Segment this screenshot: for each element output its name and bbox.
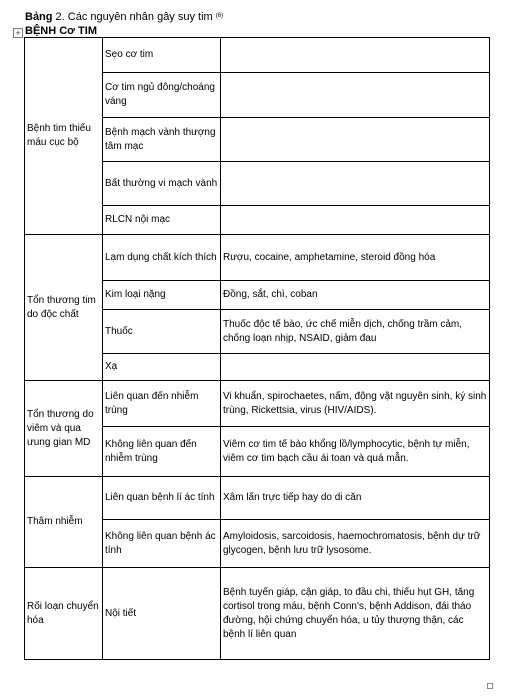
cause-cell: Không liên quan đến nhiễm trùng — [103, 427, 221, 477]
group-name-cell: Tổn thương do viêm và qua ưung gian MD — [25, 381, 103, 477]
table-row — [25, 381, 490, 427]
detail-cell — [221, 73, 490, 118]
cause-cell: Bất thường vi mạch vành — [103, 162, 221, 206]
table-body — [25, 38, 490, 660]
detail-cell: Amyloidosis, sarcoidosis, haemochromatosis, bệnh dự trữ glycogen, bệnh lưu trữ lysosome. — [221, 520, 490, 568]
detail-cell: Rượu, cocaine, amphetamine, steroid đồng hóa — [221, 235, 490, 281]
caption-reference: (6) — [215, 13, 224, 19]
detail-cell — [221, 162, 490, 206]
table-row — [25, 235, 490, 281]
causes-table — [24, 37, 490, 660]
detail-cell: Đồng, sắt, chì, coban — [221, 281, 490, 310]
group-name-cell: Thâm nhiễm — [25, 477, 103, 568]
detail-cell — [221, 354, 490, 381]
end-of-cell-marker — [487, 683, 493, 689]
cause-cell: Nội tiết — [103, 568, 221, 660]
table-caption — [25, 11, 223, 24]
detail-cell — [221, 118, 490, 162]
detail-cell: Xâm lấn trực tiếp hay do di căn — [221, 477, 490, 520]
cause-cell: Lạm dụng chất kích thích — [103, 235, 221, 281]
group-name-cell: Tổn thương tim do độc chất — [25, 235, 103, 381]
cause-cell: Xạ — [103, 354, 221, 381]
cause-cell: Sẹo cơ tim — [103, 38, 221, 73]
cause-cell: Kim loại nặng — [103, 281, 221, 310]
detail-cell: Vi khuẩn, spirochaetes, nấm, động vật nguyên sinh, ký sinh trùng, Rickettsia, virus (HIV/AIDS). — [221, 381, 490, 427]
detail-cell: Thuốc độc tế bào, ức chế miễn dịch, chống trầm cảm, chống loạn nhịp, NSAID, giảm đau — [221, 310, 490, 354]
caption-label: Bảng — [25, 11, 53, 23]
table-move-handle-icon[interactable]: + — [13, 28, 23, 38]
table-row — [25, 38, 490, 73]
caption-text: 2. Các nguyên nhân gây suy tim — [52, 11, 216, 23]
cause-cell: Liên quan bệnh lí ác tính — [103, 477, 221, 520]
cause-cell: Liên quan đến nhiễm trùng — [103, 381, 221, 427]
table-row — [25, 477, 490, 520]
group-name-cell: Bệnh tim thiếu máu cục bộ — [25, 38, 103, 235]
detail-cell: Viêm cơ tim tế bào khổng lồ/lymphocytic, bệnh tự miễn, viêm cơ tim bạch cầu ái toan và quá mẫn. — [221, 427, 490, 477]
table-row — [25, 568, 490, 660]
cause-cell: Cơ tim ngủ đông/choáng váng — [103, 73, 221, 118]
group-name-cell: Rối loạn chuyển hóa — [25, 568, 103, 660]
cause-cell: RLCN nội mạc — [103, 206, 221, 235]
detail-cell — [221, 206, 490, 235]
section-title: BỆNH Cơ TIM — [25, 25, 97, 37]
cause-cell: Không liên quan bệnh ác tính — [103, 520, 221, 568]
cause-cell: Bệnh mạch vành thượng tâm mạc — [103, 118, 221, 162]
cause-cell: Thuốc — [103, 310, 221, 354]
detail-cell: Bệnh tuyến giáp, cận giáp, to đầu chi, thiếu hụt GH, tăng cortisol trong máu, bệnh Conn's, bệnh Addison, đái tháo đường, hội chứng chuyển hóa, u tủy thượng thận, các bệnh lí liên quan — [221, 568, 490, 660]
detail-cell — [221, 38, 490, 73]
